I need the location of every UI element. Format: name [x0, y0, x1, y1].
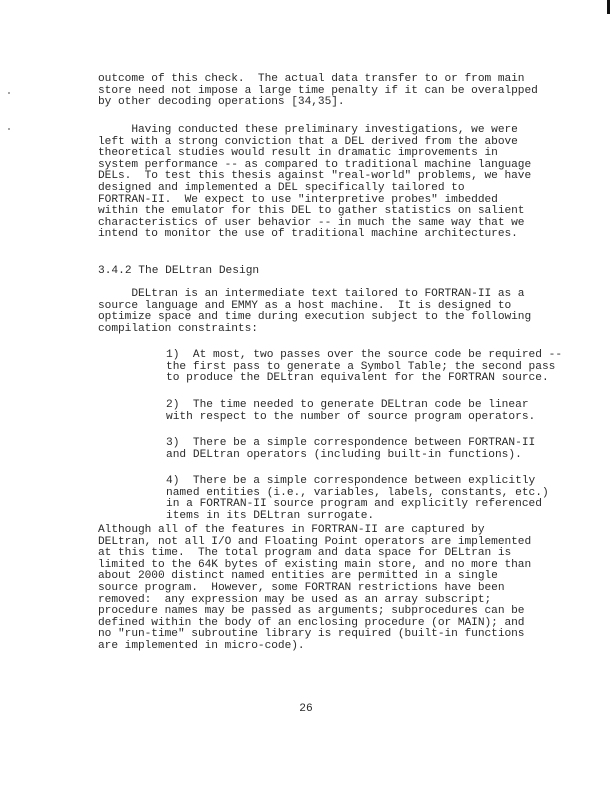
constraint-item-1: 1) At most, two passes over the source code be required -- the first pass to generate a Symbol Table; the second pass to produce the DELtran equivalent for the FORTRAN source. [166, 349, 563, 385]
constraint-item-4: 4) There be a simple correspondence between explicitly named entities (i.e., variables, labels, constants, etc.) in a FORTRAN-II source program and explicitly referenced items in its DELtran surrogate. [166, 475, 549, 522]
scan-corner-mark [607, 0, 610, 14]
page-number: 26 [299, 703, 313, 715]
section-heading: 3.4.2 The DELtran Design [98, 265, 260, 277]
paragraph-implementation-limits: Although all of the features in FORTRAN-II are captured by DELtran, not all I/O and Floating Point operators are implemented at this time. The total program and data space for DELtran is limited to the 64K bytes of existing main store, and no more than about 2000 distinct named entities are permitted in a single source program. However, some FORTRAN restrictions have been removed: any expression may be used as an array subscript; procedure names may be passed as arguments; subprocedures can be defined within the body of an enclosing procedure (or MAIN); and no "run-time" subroutine library is required (built-in functions are implemented in micro-code). [98, 524, 532, 652]
scan-speck [8, 128, 10, 130]
paragraph-check-outcome: outcome of this check. The actual data transfer to or from main store need not impose a large time penalty if it can be overalpped by other decoding operations [34,35]. [98, 73, 538, 109]
paragraph-preliminary-investigations: Having conducted these preliminary investigations, we were left with a strong conviction that a DEL derived from the above theoretical studies would result in dramatic improvements in system performance -- as compared to traditional machine language DELs. To test this thesis against "real-world" problems, we have designed and implemented a DEL specifically tailored to FORTRAN-II. We expect to use "interpretive probes" imbedded within the emulator for this DEL to gather statistics on salient characteristics of user behavior -- in much the same way that we intend to monitor the use of traditional machine architectures. [98, 124, 532, 241]
constraint-item-3: 3) There be a simple correspondence between FORTRAN-II and DELtran operators (including built-in functions). [166, 437, 536, 461]
paragraph-deltran-intro: DELtran is an intermediate text tailored to FORTRAN-II as a source language and EMMY as a host machine. It is designed to optimize space and time during execution subject to the following compilation constraints: [98, 288, 532, 335]
constraint-item-2: 2) The time needed to generate DELtran code be linear with respect to the number of source program operators. [166, 399, 536, 423]
scan-speck [8, 92, 10, 94]
